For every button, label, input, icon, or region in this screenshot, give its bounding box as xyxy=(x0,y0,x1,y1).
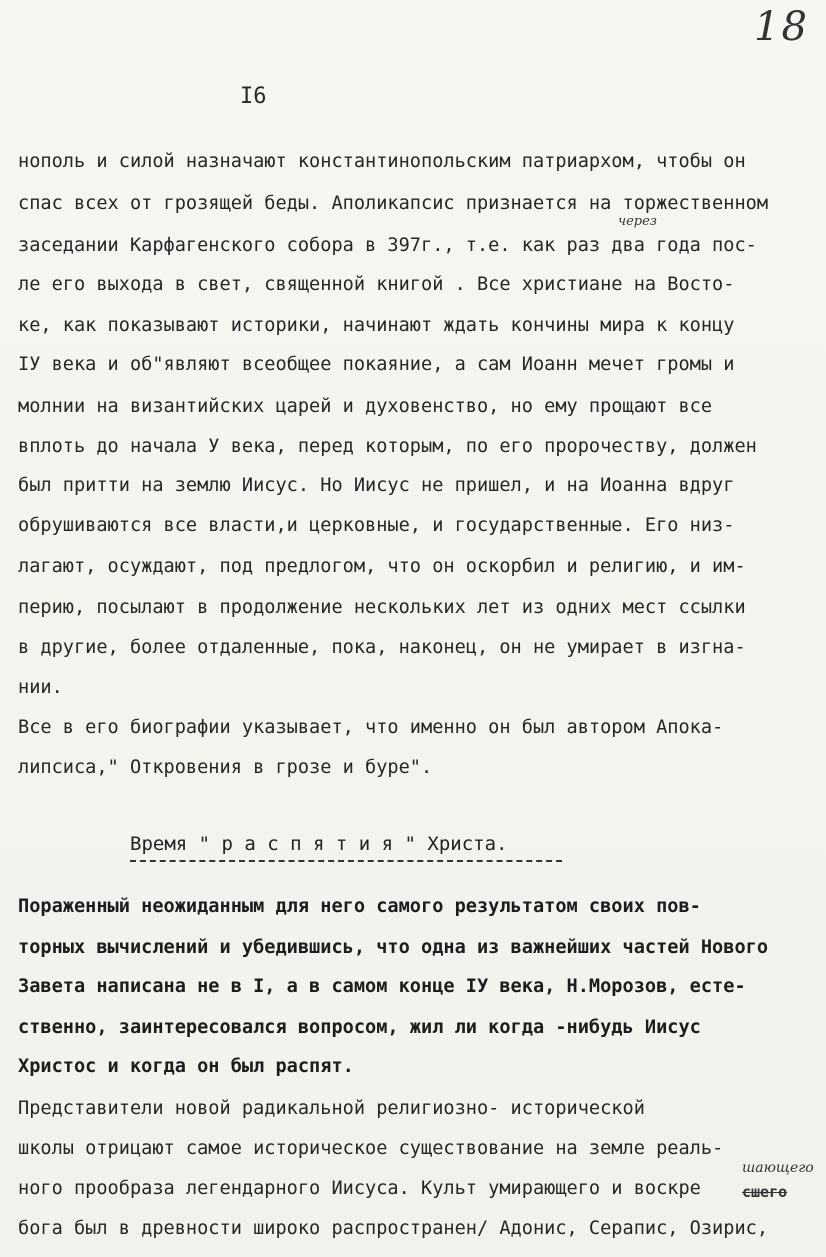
text-line: Представители новой радикальной религиозно- исторической xyxy=(18,1098,645,1119)
strikethrough-text: сшего xyxy=(742,1183,788,1201)
handwritten-annotation: шающего xyxy=(742,1160,814,1176)
section-heading: Время " р а с п я т и я " Христа. xyxy=(130,833,508,855)
text-line: молнии на византийских царей и духовенство, но ему прощают все xyxy=(18,396,713,417)
text-line: обрушиваются все власти,и церковные, и государственные. Его низ- xyxy=(18,515,735,536)
text-line: ке, как показывают историки, начинают ждать кончины мира к концу xyxy=(18,315,735,336)
text-line: Пораженный неожиданным для него самого результатом своих пов- xyxy=(18,896,701,917)
text-line: лагают, осуждают, под предлогом, что он оскорбил и религию, и им- xyxy=(18,556,746,577)
text-line: спас всех от грозящей беды. Аполикапсис признается на торжественном xyxy=(18,193,769,214)
text-line: IУ века и об"являют всеобщее покаяние, а сам Иоанн мечет громы и xyxy=(18,354,735,375)
text-line: липсиса," Откровения в грозе и буре". xyxy=(18,757,433,778)
text-line: Завета написана не в I, а в самом конце IУ века, Н.Морозов, есте- xyxy=(18,976,746,997)
text-line: бога был в древности широко распространен/ Адонис, Серапис, Озирис, xyxy=(18,1218,769,1239)
text-line: нии. xyxy=(18,677,63,698)
text-line: ственно, заинтересовался вопросом, жил ли когда -нибудь Иисус xyxy=(18,1017,701,1038)
text-line: ле его выхода в свет, священной книгой . Все христиане на Восто- xyxy=(18,274,735,295)
text-line: заседании Карфагенского собора в 397г., т.е. как раз два года пос- xyxy=(18,235,757,256)
text-line: в другие, более отдаленные, пока, наконец, он не умирает в изгна- xyxy=(18,637,746,658)
heading-underline xyxy=(130,860,562,862)
text-line: Христос и когда он был распят. xyxy=(18,1056,354,1077)
text-line: вплоть до начала У века, перед которым, по его пророчеству, должен xyxy=(18,436,757,457)
text-line: Все в его биографии указывает, что именно он был автором Апока- xyxy=(18,717,724,738)
text-line: нополь и силой назначают константинопольским патриархом, чтобы он xyxy=(18,151,746,172)
handwritten-page-number: 18 xyxy=(754,4,809,50)
text-line: был притти на землю Иисус. Но Иисус не пришел, и на Иоанна вдруг xyxy=(18,475,735,496)
text-line: ного прообраза легендарного Иисуса. Культ умирающего и воскре xyxy=(18,1178,701,1199)
page-number: I6 xyxy=(240,84,267,109)
text-line: школы отрицают самое историческое существование на земле реаль- xyxy=(18,1138,724,1159)
text-line: перию, посылают в продолжение нескольких лет из одних мест ссылки xyxy=(18,597,746,618)
text-line: торных вычислений и убедившись, что одна из важнейших частей Нового xyxy=(18,937,769,958)
handwritten-annotation: через xyxy=(618,214,657,229)
